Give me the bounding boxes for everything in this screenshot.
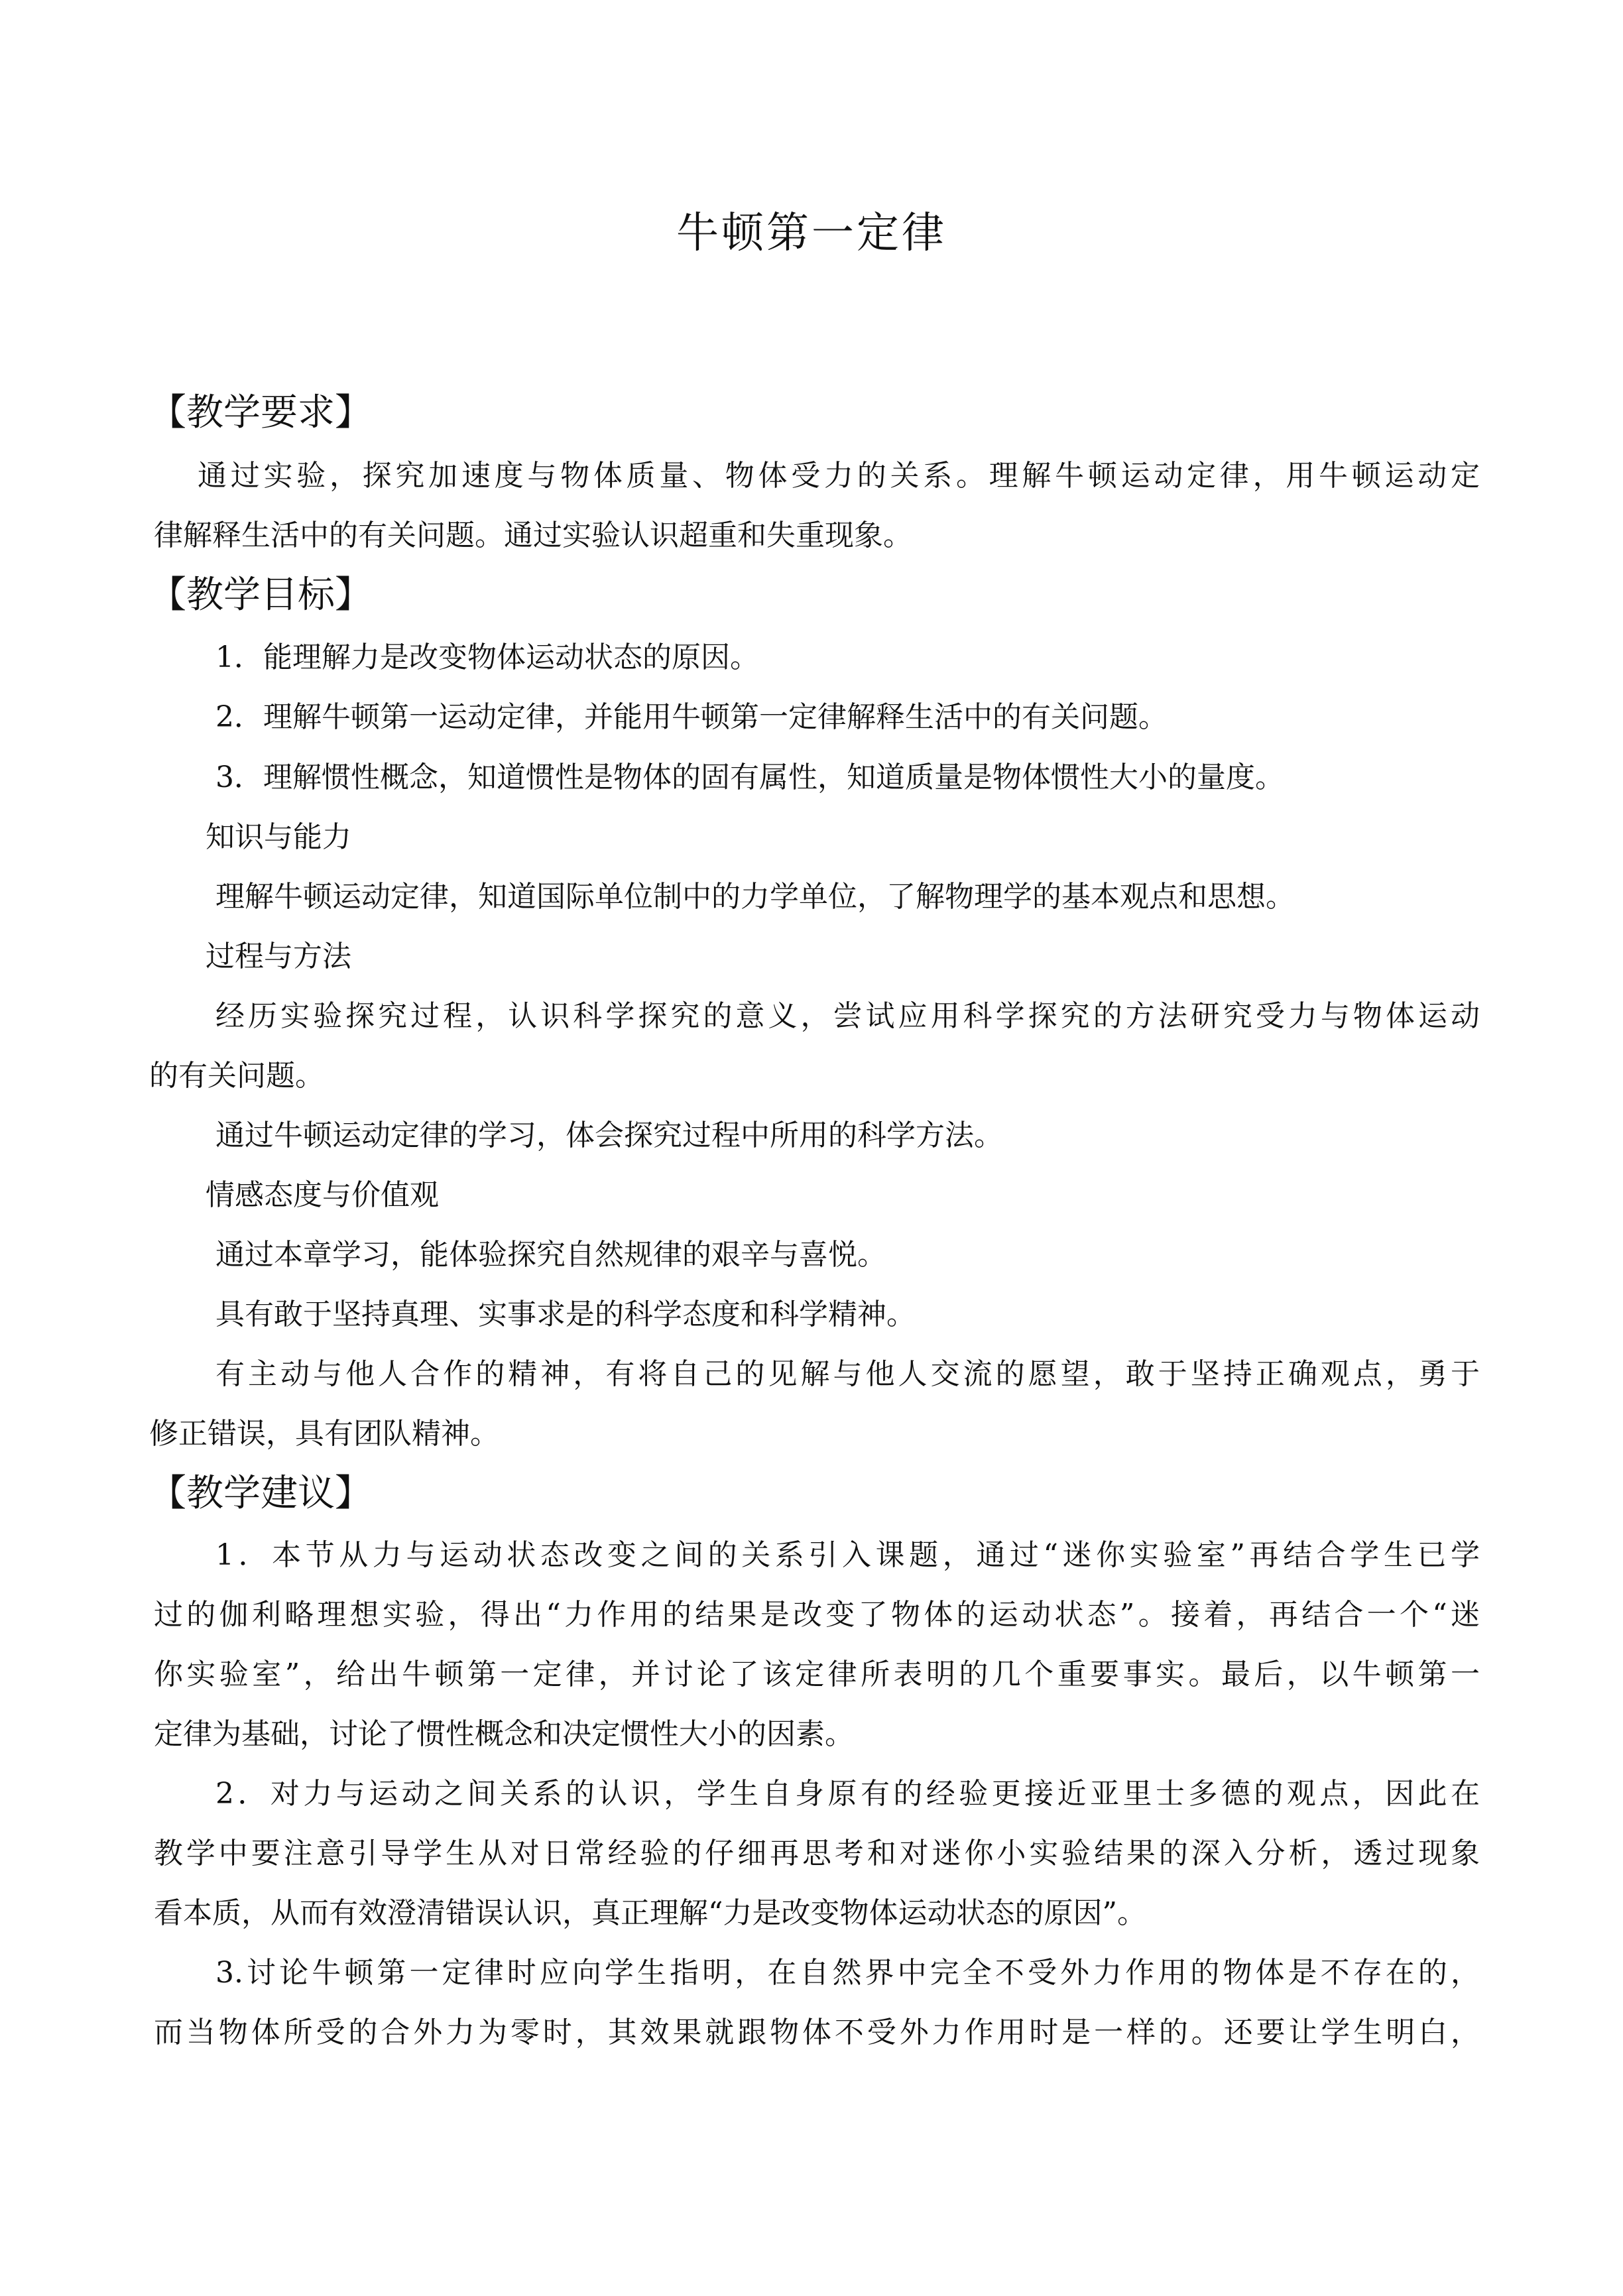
process-line-1: 经历实验探究过程，认识科学探究的意义，尝试应用科学探究的方法研究受力与物体运动 [215,999,1480,1033]
emotion-line-4: 修正错误，具有团队精神。 [149,1417,499,1451]
suggestion-line-4: 定律为基础，讨论了惯性概念和决定惯性大小的因素。 [154,1717,854,1751]
suggestion-line-8: 3.讨论牛顿第一定律时应向学生指明，在自然界中完全不受外力作用的物体是不存在的， [215,1956,1480,1990]
section-heading-objectives: 【教学目标】 [149,574,372,617]
suggestion-line-6: 教学中要注意引导学生从对日常经验的仔细再思考和对迷你小实验结果的深入分析，透过现象 [154,1837,1480,1870]
emotion-line-2: 具有敢于坚持真理、实事求是的科学态度和科学精神。 [215,1298,916,1331]
knowledge-text: 理解牛顿运动定律，知道国际单位制中的力学单位，了解物理学的基本观点和思想。 [215,880,1295,914]
knowledge-heading: 知识与能力 [206,820,351,854]
process-line-3: 通过牛顿运动定律的学习，体会探究过程中所用的科学方法。 [215,1118,1003,1152]
process-line-2: 的有关问题。 [149,1059,324,1093]
requirements-line-2: 律解释生活中的有关问题。通过实验认识超重和失重现象。 [154,518,912,552]
emotion-heading: 情感态度与价值观 [206,1178,439,1212]
requirements-line-1: 通过实验，探究加速度与物体质量、物体受力的关系。理解牛顿运动定律，用牛顿运动定 [198,459,1480,493]
process-heading: 过程与方法 [206,939,351,973]
suggestion-line-9: 而当物体所受的合外力为零时，其效果就跟物体不受外力作用时是一样的。还要让学生明白， [154,2016,1480,2049]
section-heading-suggestions: 【教学建议】 [149,1472,372,1515]
suggestion-line-5: 2．对力与运动之间关系的认识，学生自身原有的经验更接近亚里士多德的观点，因此在 [215,1777,1480,1811]
suggestion-line-2: 过的伽利略理想实验，得出“力作用的结果是改变了物体的运动状态”。接着，再结合一个“迷 [154,1598,1480,1632]
section-heading-requirements: 【教学要求】 [149,391,372,434]
objective-item-1: 1．能理解力是改变物体运动状态的原因。 [215,640,759,674]
objective-item-3: 3．理解惯性概念，知道惯性是物体的固有属性，知道质量是物体惯性大小的量度。 [215,760,1284,794]
suggestion-line-3: 你实验室”，给出牛顿第一定律，并讨论了该定律所表明的几个重要事实。最后，以牛顿第一 [154,1658,1480,1691]
suggestion-line-1: 1．本节从力与运动状态改变之间的关系引入课题，通过“迷你实验室”再结合学生已学 [215,1538,1480,1572]
emotion-line-1: 通过本章学习，能体验探究自然规律的艰辛与喜悦。 [215,1238,886,1272]
objective-item-2: 2．理解牛顿第一运动定律，并能用牛顿第一定律解释生活中的有关问题。 [215,700,1168,734]
emotion-line-3: 有主动与他人合作的精神，有将自己的见解与他人交流的愿望，敢于坚持正确观点，勇于 [215,1357,1480,1391]
page-title: 牛顿第一定律 [676,209,947,258]
suggestion-line-7: 看本质，从而有效澄清错误认识，真正理解“力是改变物体运动状态的原因”。 [154,1896,1146,1930]
